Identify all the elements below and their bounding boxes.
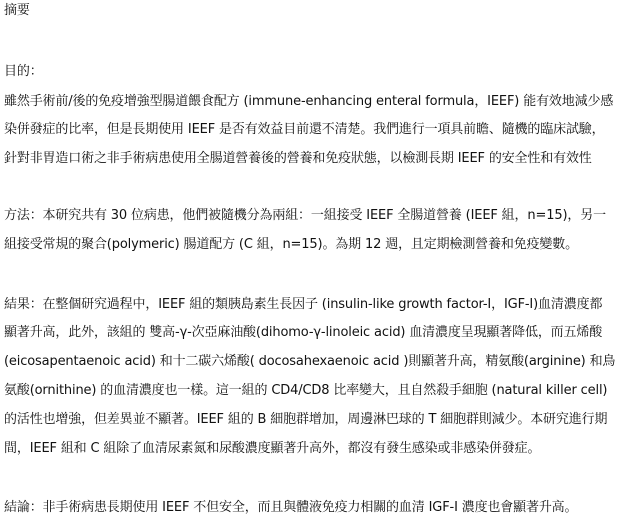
objective-line-3: 針對非胃造口術之非手術病患使用全腸道營養後的營養和免疫狀態，以檢測長期 IEEF 的安全性和有效性 [4,151,592,166]
method-line-1: 方法：本研究共有 30 位病患，他們被隨機分為兩組：一組接受 IEEF 全腸道營養 (IEEF 組，n=15)，另一 [4,208,606,223]
results-line-2: 顯著升高，此外，該組的 雙高-γ-次亞麻油酸(dihomo-γ-linoleic acid) 血清濃度呈現顯著降低，而五烯酸 [4,325,603,340]
objective-label: 目的： [4,64,43,79]
method-line-2: 組接受常規的聚合(polymeric) 腸道配方 (C 組，n=15)。為期 12 週，且定期檢測營養和免疫變數。 [4,237,578,252]
conclusion-line-1: 結論：非手術病患長期使用 IEEF 不但安全，而且與體液免疫力相關的血清 IGF-I 濃度也會顯著升高。 [4,500,578,515]
objective-line-1: 雖然手術前/後的免疫增強型腸道餵食配方 (immune-enhancing enteral formula，IEEF) 能有效地減少感 [4,94,614,109]
results-line-3: (eicosapentaenoic acid) 和十二碳六烯酸( docosahexaenoic acid )則顯著升高，精氨酸(arginine) 和鳥 [4,354,616,369]
results-line-4: 氨酸(ornithine) 的血清濃度也一樣。這一組的 CD4/CD8 比率變大，且自然殺手細胞 (natural killer cell) [4,383,608,398]
objective-line-2: 染併發症的比率，但是長期使用 IEEF 是否有效益目前還不清楚。我們進行一項具前瞻、隨機的臨床試驗， [4,122,605,137]
abstract-title: 摘要 [4,3,30,18]
results-line-1: 結果：在整個研究過程中，IEEF 組的類胰島素生長因子 (insulin-like growth factor-I，IGF-I)血清濃度都 [4,297,603,312]
results-line-6: 間，IEEF 組和 C 組除了血清尿素氮和尿酸濃度顯著升高外，都沒有發生感染或非感染併發症。 [4,441,541,456]
results-line-5: 的活性也增強，但差異並不顯著。IEEF 組的 B 細胞群增加，周邊淋巴球的 T 細胞群則減少。本研究進行期 [4,412,608,427]
